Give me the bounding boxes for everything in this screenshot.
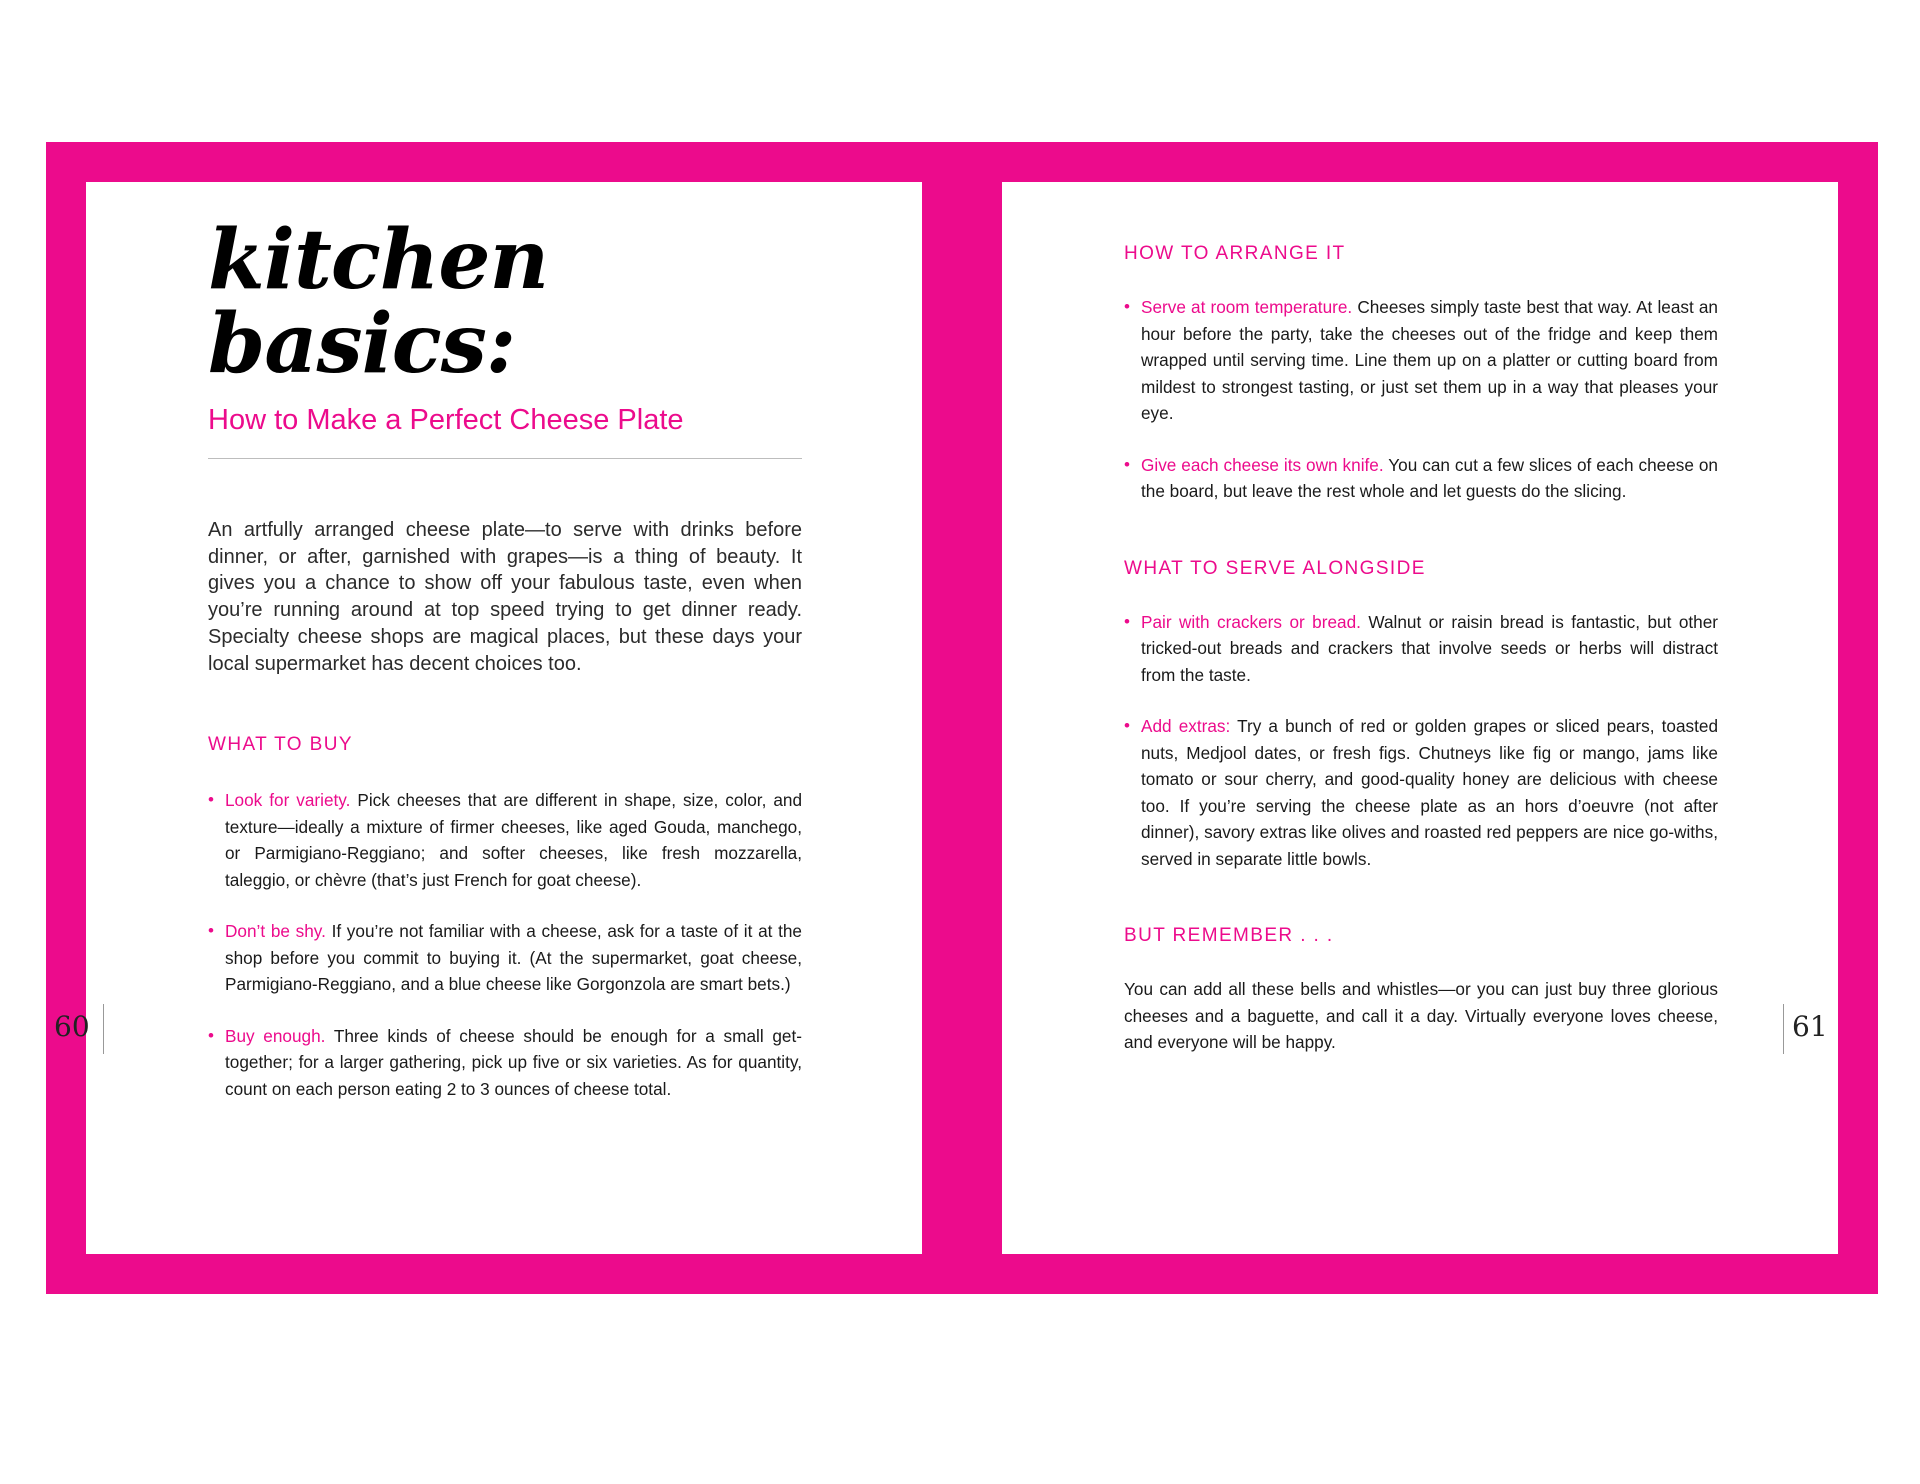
section-heading-what-to-buy: WHAT TO BUY xyxy=(208,734,353,756)
bullet-text: Cheeses simply taste best that way. At least an hour before the party, take the cheeses out of the fridge and keep them wrapped until serving time. Line them up on a platter or cutting board from mildest to strongest tasting, or just set them up in a way that pleases your eye. xyxy=(1141,297,1718,423)
closing-paragraph: You can add all these bells and whistles—or you can just buy three glorious cheeses and a baguette, and call it a day. Virtually everyone loves cheese, and everyone will be happy. xyxy=(1124,979,1718,1052)
section-heading-how-to-arrange: HOW TO ARRANGE IT xyxy=(1124,243,1346,264)
list-item xyxy=(208,918,802,998)
serve-alongside-list xyxy=(1124,609,1718,873)
bullet-lead: Pair with crackers or bread. xyxy=(1141,611,1361,632)
bullet-icon: • xyxy=(208,921,214,941)
page-number-divider-left xyxy=(103,1004,104,1054)
page-number-divider-right xyxy=(1783,1004,1784,1054)
list-item xyxy=(1124,713,1718,872)
bullet-text: Three kinds of cheese should be enough for a small get-together; for a larger gathering, pick up five or six varieties. As for quantity, count on each person eating 2 to 3 ounces of cheese total. xyxy=(225,1025,802,1099)
right-page xyxy=(1002,182,1838,1254)
bullet-icon: • xyxy=(1124,716,1130,735)
bullet-icon: • xyxy=(1124,611,1130,631)
bullet-text: If you’re not familiar with a cheese, ask for a taste of it at the shop before you commit to buying it. (At the supermarket, goat cheese, Parmigiano-Reggiano, and a blue cheese like Gorgonzola are smart bets.) xyxy=(225,921,802,995)
title-divider xyxy=(208,458,802,459)
bullet-lead: Buy enough. xyxy=(225,1025,326,1046)
bullet-lead: Add extras: xyxy=(1141,716,1231,736)
page-number-right: 61 xyxy=(1792,1010,1828,1043)
bullet-text: Pick cheeses that are different in shape, size, color, and texture—ideally a mixture of firmer cheeses, like aged Gouda, manchego, or Parmigiano-Reggiano; and softer cheeses, like fresh mozzarella, taleggio, or chèvre (that’s just French for goat cheese). xyxy=(225,790,803,890)
arrange-list xyxy=(1124,294,1718,505)
bullet-lead: Don’t be shy. xyxy=(225,921,326,942)
right-page-content xyxy=(1124,182,1718,1056)
page-title: kitchen basics: xyxy=(208,212,549,392)
bullet-lead: Look for variety. xyxy=(225,790,351,811)
list-item xyxy=(1124,609,1718,689)
pink-spread-frame xyxy=(46,142,1878,1294)
left-page-content xyxy=(208,212,803,1102)
bullet-icon: • xyxy=(208,790,214,810)
list-item xyxy=(208,787,802,893)
bullet-lead: Serve at room temperature. xyxy=(1141,297,1353,317)
section-heading-but-remember: BUT REMEMBER . . . xyxy=(1124,925,1334,946)
bullet-icon: • xyxy=(1124,454,1130,474)
bullet-icon: • xyxy=(208,1025,214,1045)
list-item xyxy=(1124,452,1718,505)
list-item xyxy=(1124,294,1718,427)
bullet-text: Walnut or raisin bread is fantastic, but other tricked-out breads and crackers that involve seeds or herbs will distract from the taste. xyxy=(1141,611,1719,685)
left-page xyxy=(86,182,922,1254)
bullet-text: You can cut a few slices of each cheese on the board, but leave the rest whole and let guests do the slicing. xyxy=(1141,454,1718,501)
intro-paragraph: An artfully arranged cheese plate—to serve with drinks before dinner, or after, garnished with grapes—is a thing of beauty. It gives you a chance to show off your fabulous taste, even when you’re running around at top speed trying to get dinner ready. Specialty cheese shops are magical places, but these days your local supermarket has decent choices too. xyxy=(208,519,802,675)
page-number-left: 60 xyxy=(54,1010,90,1043)
bullet-text: Try a bunch of red or golden grapes or sliced pears, toasted nuts, Medjool dates, or fresh figs. Chutneys like fig or mango, jams like tomato or sour cherry, and good-quality honey are delicious with cheese too. If you’re serving the cheese plate as an hors d’oeuvre (not after dinner), savory extras like olives and roasted red peppers are nice go-withs, served in separate little bowls. xyxy=(1141,716,1719,869)
section-heading-serve-alongside: WHAT TO SERVE ALONGSIDE xyxy=(1124,557,1426,579)
bullet-lead: Give each cheese its own knife. xyxy=(1141,454,1384,475)
what-to-buy-list xyxy=(208,787,802,1102)
page-subtitle: How to Make a Perfect Cheese Plate xyxy=(208,404,684,436)
bullet-icon: • xyxy=(1124,297,1130,316)
list-item xyxy=(208,1023,802,1103)
